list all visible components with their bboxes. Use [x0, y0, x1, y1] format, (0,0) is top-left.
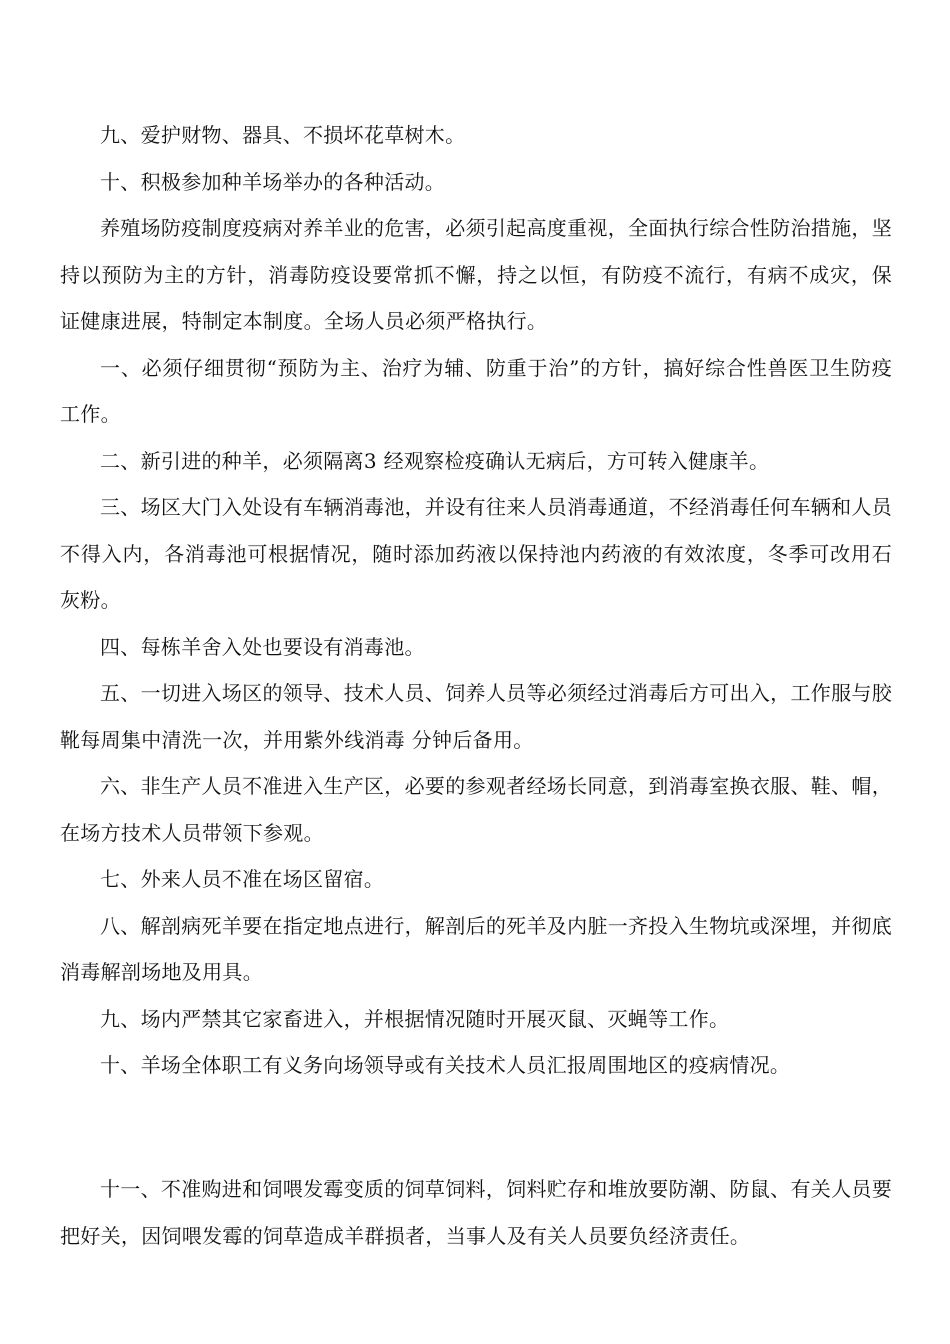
paragraph-epidemic-rule-7: 七、外来人员不准在场区留宿。: [100, 867, 385, 891]
paragraph-epidemic-intro: 养殖场防疫制度疫病对养羊业的危害，必须引起高度重视，全面执行综合性防治措施，坚持以预防为主的方针，消毒防疫设要常抓不懈，持之以恒，有防疫不流行，有病不成灾，保证健康进展，特制定本制度。全场人员必须严格执行。: [60, 216, 892, 333]
paragraph-epidemic-rule-9: 九、场内严禁其它家畜进入，并根据情况随时开展灭鼠、灭蝇等工作。: [100, 1006, 730, 1031]
paragraph-epidemic-rule-3: 三、场区大门入处设有车辆消毒池，并设有往来人员消毒通道，不经消毒任何车辆和人员不得入内，各消毒池可根据情况，随时添加药液以保持池内药液的有效浓度，冬季可改用石灰粉。: [60, 495, 892, 612]
paragraph-epidemic-rule-11: 十一、不准购进和饲喂发霉变质的饲草饲料，饲料贮存和堆放要防潮、防鼠、有关人员要把好关，因饲喂发霉的饲草造成羊群损者，当事人及有关人员要负经济责任。: [60, 1177, 892, 1248]
paragraph-epidemic-rule-2: 二、新引进的种羊，必须隔离3 经观察检疫确认无病后，方可转入健康羊。: [100, 448, 770, 473]
paragraph-epidemic-rule-10: 十、羊场全体职工有义务向场领导或有关技术人员汇报周围地区的疫病情况。: [100, 1053, 791, 1077]
paragraph-rule-9-care-property: 九、爱护财物、器具、不损坏花草树木。: [100, 123, 466, 147]
document-body: [60, 112, 892, 1089]
paragraph-epidemic-rule-6: 六、非生产人员不准进入生产区，必要的参观者经场长同意，到消毒室换衣服、鞋、帽，在场方技术人员带领下参观。: [60, 774, 892, 845]
paragraph-epidemic-rule-5: 五、一切进入场区的领导、技术人员、饲养人员等必须经过消毒后方可出入，工作服与胶靴每周集中清洗一次，并用紫外线消毒 分钟后备用。: [60, 681, 892, 752]
paragraph-epidemic-rule-8: 八、解剖病死羊要在指定地点进行，解剖后的死羊及内脏一齐投入生物坑或深埋，并彻底消毒解剖场地及用具。: [60, 913, 892, 984]
paragraph-epidemic-rule-1: 一、必须仔细贯彻“预防为主、治疗为辅、防重于治”的方针，搞好综合性兽医卫生防疫工作。: [60, 355, 892, 426]
paragraph-rule-10-activities: 十、积极参加种羊场举办的各种活动。: [100, 169, 446, 194]
paragraph-epidemic-rule-4: 四、每栋羊舍入处也要设有消毒池。: [100, 634, 425, 659]
document-body-continued: [60, 1166, 892, 1259]
